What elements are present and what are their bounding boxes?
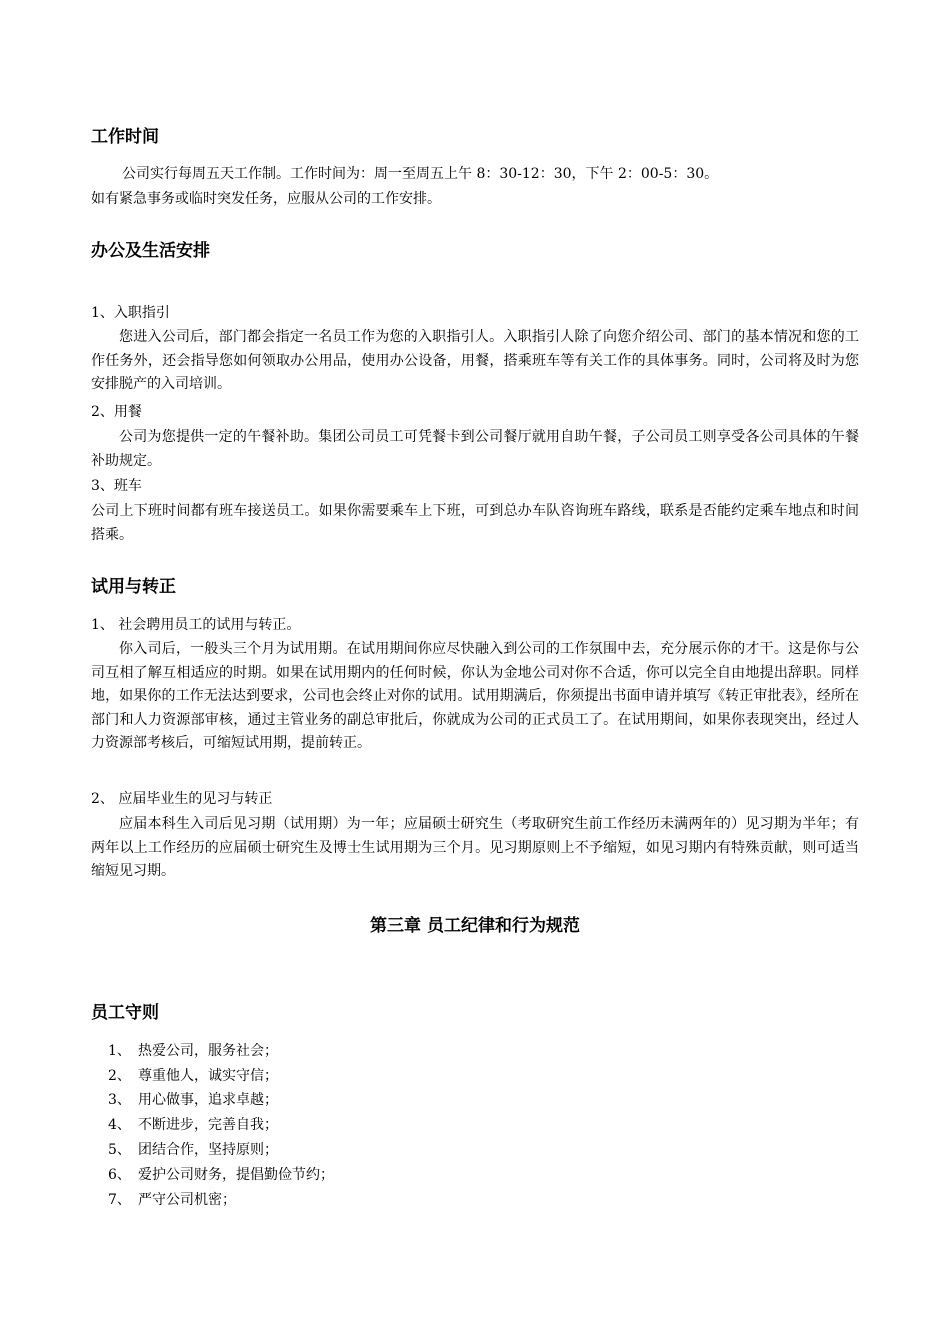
office-item-2-text: 公司为您提供一定的午餐补助。集团公司员工可凭餐卡到公司餐厅就用自助午餐，子公司员工则享受各公司具体的午餐补助规定。 [91,429,859,469]
list-item: 7、 严守公司机密； [108,1192,236,1208]
work-time-line-2: 如有紧急事务或临时突发任务，应服从公司的工作安排。 [91,191,441,207]
list-item: 1、 热爱公司，服务社会； [108,1043,278,1059]
office-item-3-text: 公司上下班时间都有班车接送员工。如果你需要乘车上下班，可到总办车队咨询班车路线，联系是否能约定乘车地点和时间搭乘。 [91,503,859,543]
list-item: 5、 团结合作，坚持原则； [108,1142,278,1158]
probation-item-2-title: 2、 应届毕业生的见习与转正 [91,791,273,807]
list-item: 6、 爱护公司财务，提倡勤俭节约； [108,1167,334,1183]
section-heading-office: 办公及生活安排 [91,241,210,261]
office-item-2-title: 2、用餐 [91,404,142,420]
list-item: 3、 用心做事，追求卓越； [108,1092,278,1108]
office-item-1-text: 您进入公司后，部门都会指定一名员工作为您的入职指引人。入职指引人除了向您介绍公司、部门的基本情况和您的工作任务外，还会指导您如何领取办公用品，使用办公设备，用餐，搭乘班车等有关工作的具体事务。同时，公司将及时为您安排脱产的入司培训。 [91,329,859,392]
probation-item-2-text: 应届本科生入司后见习期（试用期）为一年；应届硕士研究生（考取研究生前工作经历未满两年的）见习期为半年；有两年以上工作经历的应届硕士研究生及博士生试用期为三个月。见习期原则上不予缩短，如见习期内有特殊贡献，则可适当缩短见习期。 [91,816,859,879]
office-item-1-title: 1、入职指引 [91,305,170,321]
probation-item-1-text: 你入司后，一般头三个月为试用期。在试用期间你应尽快融入到公司的工作氛围中去，充分展示你的才干。这是你与公司互相了解互相适应的时期。如果在试用期内的任何时候，你认为金地公司对你不合适，你可以完全自由地提出辞职。同样地，如果你的工作无法达到要求，公司也会终止对你的试用。试用期满后，你须提出书面申请并填写《转正审批表》，经所在部门和人力资源部审核，通过主管业务的副总审批后，你就成为公司的正式员工了。在试用期间，如果你表现突出，经过人力资源部考核后，可缩短试用期，提前转正。 [91,641,859,751]
work-time-line-1: 公司实行每周五天工作制。工作时间为：周一至周五上午 8：30-12：30，下午 2：00-5：30。 [122,166,719,182]
office-item-3-title: 3、班车 [91,478,142,494]
list-item: 4、 不断进步，完善自我； [108,1117,278,1133]
list-item: 2、 尊重他人，诚实守信； [108,1068,278,1084]
section-heading-rules: 员工守则 [91,1003,159,1023]
section-heading-probation: 试用与转正 [91,577,176,597]
chapter-title: 第三章 员工纪律和行为规范 [370,916,580,936]
section-heading-work-time: 工作时间 [91,127,159,147]
probation-item-1-title: 1、 社会聘用员工的试用与转正。 [91,617,301,633]
